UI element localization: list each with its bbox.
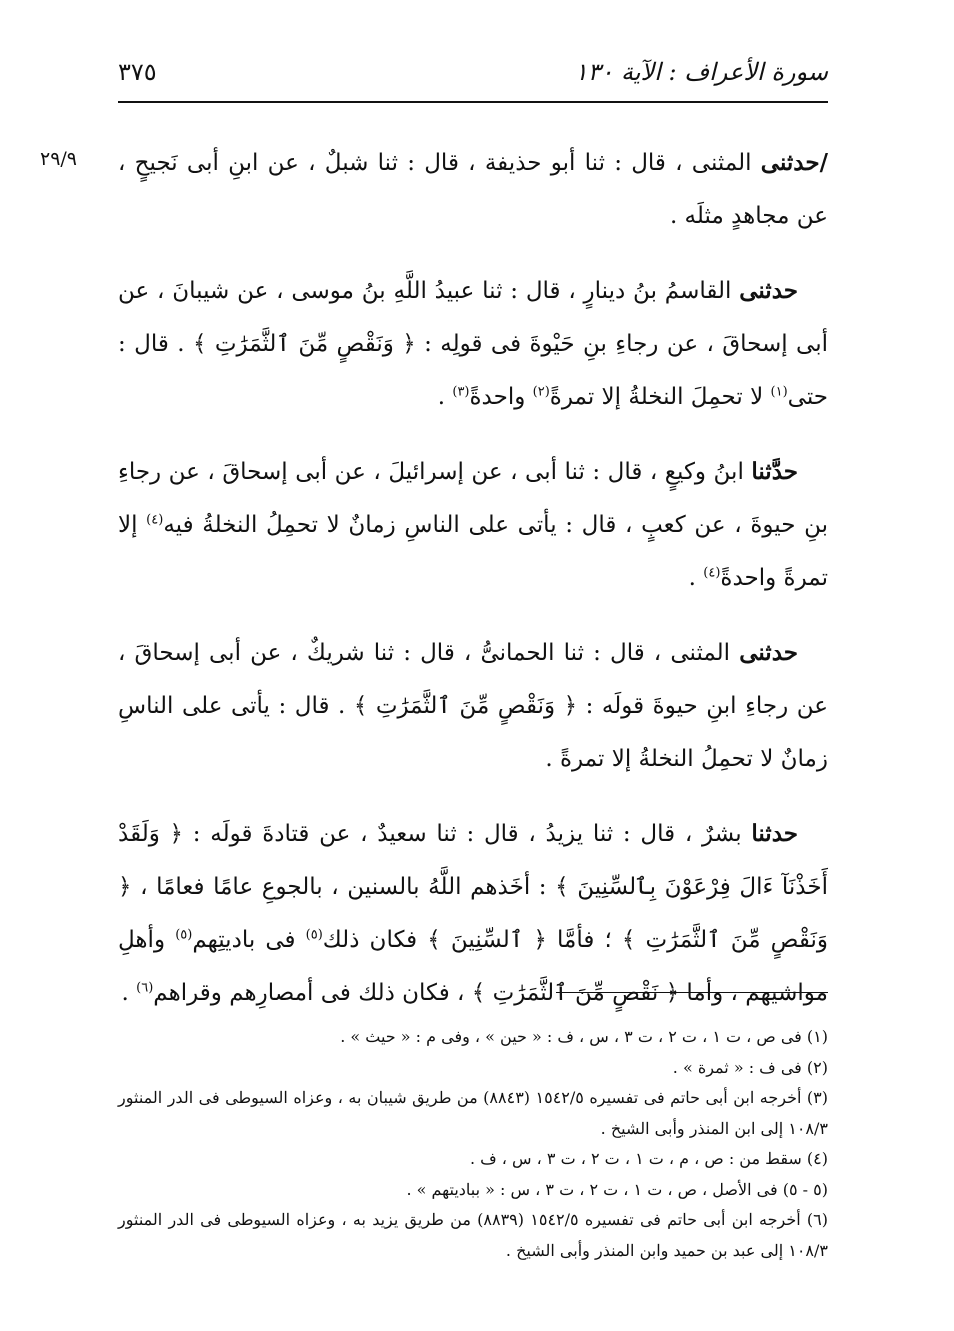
paragraph-lead: حدثنى	[739, 639, 798, 666]
paragraph-1	[118, 136, 828, 243]
page-number: ٣٧٥	[118, 58, 157, 86]
paragraph-lead: /حدثنى	[760, 149, 828, 176]
footnote: (٣) أخرجه ابن أبى حاتم فى تفسيره ١٥٤٢/٥ (٨٨٤٣) من طريق شيبان به ، وعزاه السيوطى فى الدر المنثور ١٠٨/٣ إلى ابن المنذر وأبى الشيخ .	[118, 1088, 829, 1138]
footnote: (٤) سقط من : ص ، م ، ت ١ ، ت ٢ ، ت ٣ ، س ، ف .	[469, 1149, 828, 1168]
surah-title: سورة الأعراف : الآية ١٣٠	[574, 58, 828, 86]
paragraph-lead: حدثنا	[751, 820, 798, 847]
paragraph-text: .	[688, 565, 704, 591]
footnote-marker: (١)	[770, 384, 788, 400]
page-header	[118, 58, 828, 92]
paragraph-text: .	[121, 980, 137, 1006]
footnote-marker: (٣)	[452, 384, 470, 400]
footnote-marker: (٥)	[305, 927, 323, 943]
paragraph-text: واحدةً	[469, 384, 533, 410]
margin-reference: ٢٩/٩	[40, 148, 78, 170]
main-text	[118, 136, 828, 1041]
paragraph-text: إلا تمرةً واحدةً	[118, 512, 828, 591]
paragraph-text: وأهلِ مواشيهم ، وأما ﴿ نَقْصٍ مِّنَ ٱلثَّمَرَٰتِ ﴾ ، فكان ذلك فى أمصارِهم وقراهم	[118, 927, 828, 1006]
paragraph-text: القاسمُ بنُ دينارٍ ، قال : ثنا عبيدُ اللَّهِ بنُ موسى ، عن شيبانَ ، عن أبى إسحاقَ ، عن رجاءِ بنِ حَيْوةَ فى قولِه : ﴿ وَنَقْصٍ مِّنَ ٱلثَّمَرَٰتِ ﴾ . قال : حتى	[118, 278, 828, 410]
paragraph-text: .	[437, 384, 453, 410]
paragraph-lead: حدثنى	[739, 277, 798, 304]
paragraph-3	[118, 445, 828, 605]
paragraph-5	[118, 807, 828, 1020]
paragraph-lead: حدَّثنا	[751, 458, 798, 485]
paragraph-4	[118, 626, 828, 786]
footnote-marker: (٦)	[136, 980, 154, 996]
footnote-marker: (٥)	[175, 927, 193, 943]
footnote: (١) فى ص ، ت ١ ، ت ٢ ، ت ٣ ، س ، ف : « حين » ، وفى م : « حيث » .	[340, 1027, 828, 1046]
footnote-marker: (٢)	[532, 384, 550, 400]
footnote: (٢) فى ف : « ثمرة » .	[672, 1057, 828, 1077]
paragraph-text: ابنُ وكيعٍ ، قال : ثنا أبى ، عن إسرائيلَ ، عن أبى إسحاقَ ، عن رجاءِ بنِ حيوةَ ، عن كعبٍ ، قال : يأتى على الناسِ زمانٌ لا تحمِلُ النخلةُ فيه	[118, 459, 828, 538]
paragraph-text: بشرٌ ، قال : ثنا يزيدُ ، قال : ثنا سعيدٌ ، عن قتادةَ قولَه : ﴿ وَلَقَدْ أَخَذْنَآ ءَالَ فِرْعَوْنَ بِٱلسِّنِينَ ﴾ : أخَذهم اللَّهُ بالسنين ، بالجوعِ عامًا فعامًا ، ﴿ وَنَقْصٍ مِّنَ ٱلثَّمَرَٰتِ ﴾ ؛ فأمَّا ﴿ ٱلسِّنِينَ ﴾ فكان ذلك	[118, 821, 828, 953]
footnote-rule	[556, 992, 828, 993]
footnotes	[118, 1022, 828, 1266]
footnote: (٦) أخرجه ابن أبى حاتم فى تفسيره ١٥٤٢/٥ (٨٨٣٩) من طريق يزيد به ، وعزاه السيوطى فى الدر المنثور ١٠٨/٣ إلى عبد بن حميد وابن المنذر وأبى الشيخ .	[118, 1210, 829, 1260]
paragraph-2	[118, 264, 828, 424]
paragraph-text: المثنى ، قال : ثنا أبو حذيفة ، قال : ثنا شبلٌ ، عن ابنِ أبى نَجيحٍ ، عن مجاهدٍ مثلَه .	[118, 150, 828, 229]
header-rule	[118, 101, 828, 103]
footnote: (٥ - ٥) فى الأصل ، ص ، ت ١ ، ت ٢ ، ت ٣ ، س : « بباديتهم » .	[406, 1179, 828, 1199]
paragraph-text: المثنى ، قال : ثنا الحمانىُّ ، قال : ثنا شريكٌ ، عن أبى إسحاقَ ، عن رجاءِ ابنِ حيوةَ قولَه : ﴿ وَنَقْصٍ مِّنَ ٱلثَّمَرَٰتِ ﴾ . قال : يأتى على الناسِ زمانٌ لا تحمِلُ النخلةُ إلا تمرةً .	[118, 640, 828, 772]
paragraph-text: فى باديتِهم	[192, 927, 306, 953]
paragraph-text: لا تحمِلَ النخلةُ إلا تمرةً	[549, 384, 771, 410]
footnote-marker: (٤)	[146, 512, 164, 528]
footnote-marker: (٤)	[703, 565, 721, 581]
